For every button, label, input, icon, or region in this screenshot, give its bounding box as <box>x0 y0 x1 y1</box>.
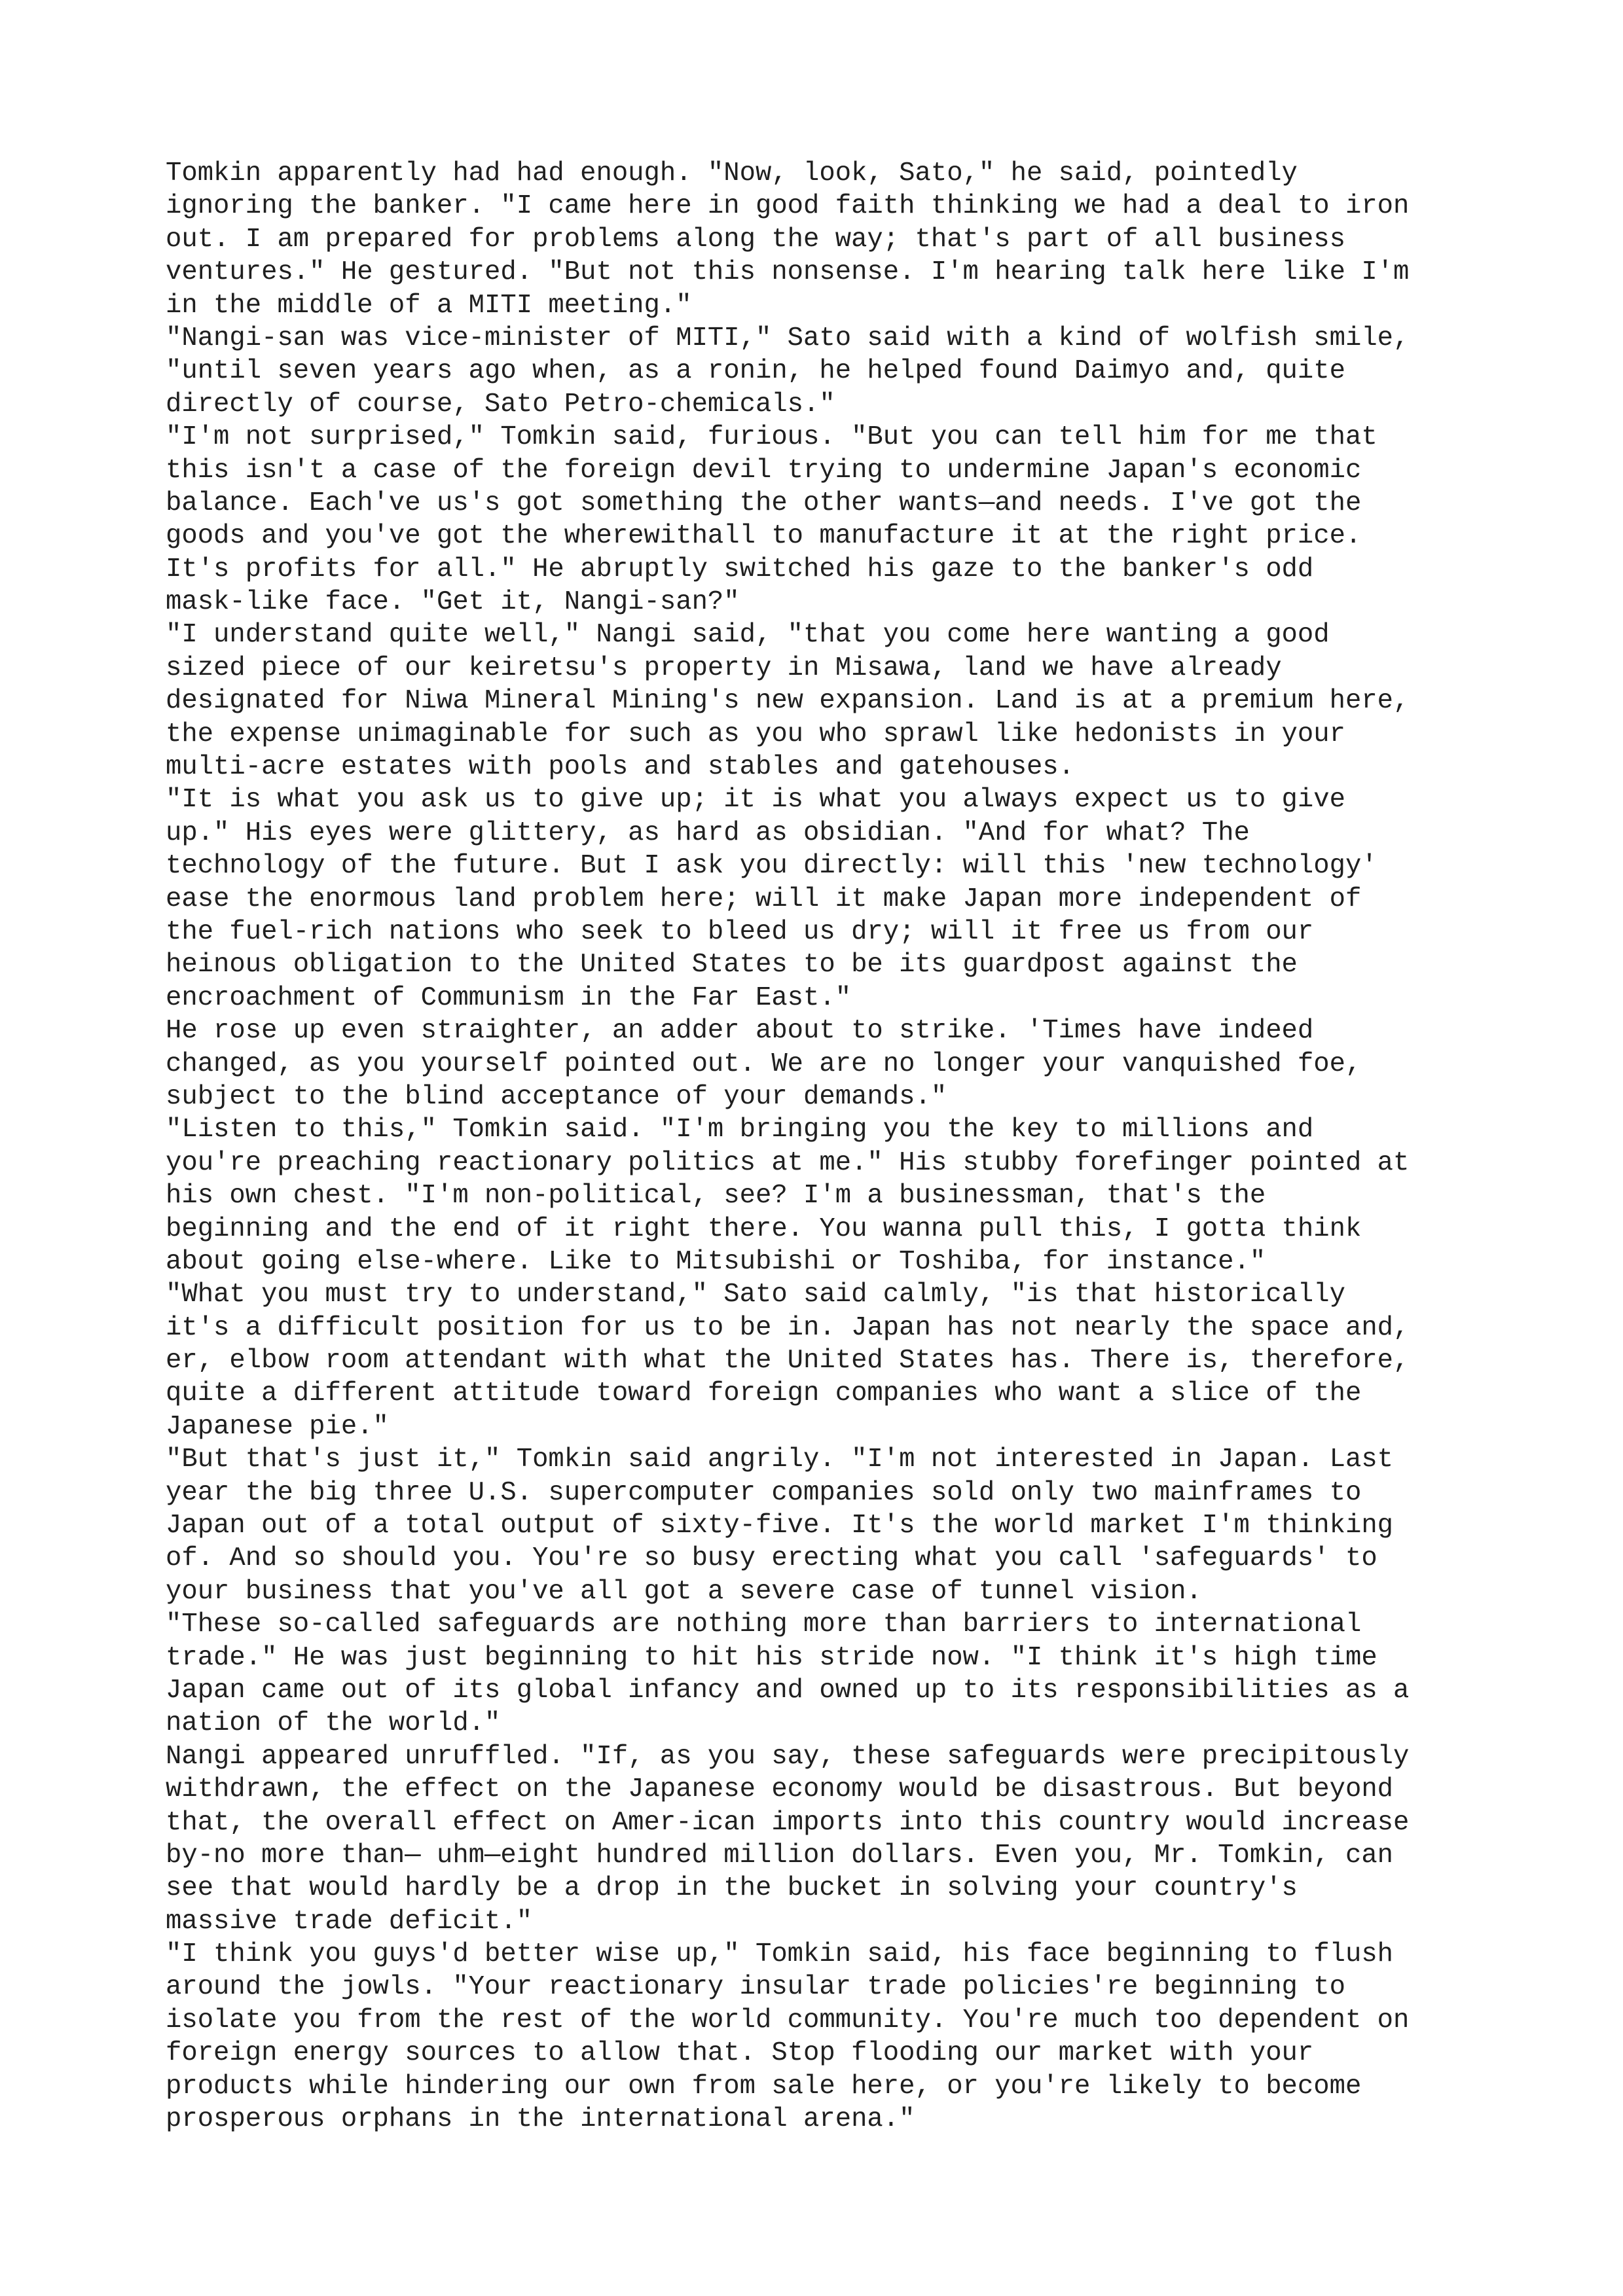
text-line: nation of the world." <box>166 1708 501 1739</box>
text-line: It's profits for all." He abruptly switched his gaze to the banker's odd <box>166 554 1314 584</box>
text-line: "But that's just it," Tomkin said angrily. "I'm not interested in Japan. Last <box>166 1444 1394 1475</box>
text-line: "It is what you ask us to give up; it is what you always expect us to give <box>166 785 1345 816</box>
text-line: quite a different attitude toward foreign companies who want a slice of the <box>166 1378 1362 1409</box>
text-line: about going else-where. Like to Mitsubishi or Toshiba, for instance." <box>166 1246 1266 1277</box>
text-line: by-no more than— uhm—eight hundred million dollars. Even you, Mr. Tomkin, can <box>166 1840 1394 1871</box>
text-line: his own chest. "I'm non-political, see? I'm a businessman, that's the <box>166 1181 1266 1211</box>
text-line: Japanese pie." <box>166 1411 389 1442</box>
text-line: encroachment of Communism in the Far East." <box>166 982 852 1013</box>
text-line: that, the overall effect on Amer-ican imports into this country would increase <box>166 1807 1410 1838</box>
text-line: designated for Niwa Mineral Mining's new expansion. Land is at a premium here, <box>166 686 1410 717</box>
text-line: ease the enormous land problem here; will it make Japan more independent of <box>166 884 1362 914</box>
text-line: "Listen to this," Tomkin said. "I'm bringing you the key to millions and <box>166 1115 1314 1145</box>
text-line: ignoring the banker. "I came here in good faith thinking we had a deal to iron <box>166 191 1410 222</box>
text-line: this isn't a case of the foreign devil trying to undermine Japan's economic <box>166 455 1362 486</box>
text-line: "These so-called safeguards are nothing more than barriers to international <box>166 1609 1362 1640</box>
text-line: Japan out of a total output of sixty-five. It's the world market I'm thinking <box>166 1511 1394 1541</box>
text-line: "What you must try to understand," Sato said calmly, "is that historically <box>166 1280 1345 1310</box>
text-line: of. And so should you. You're so busy erecting what you call 'safeguards' to <box>166 1543 1377 1574</box>
text-line: out. I am prepared for problems along the way; that's part of all business <box>166 224 1345 255</box>
text-line: up." His eyes were glittery, as hard as obsidian. "And for what? The <box>166 817 1250 848</box>
text-line: the expense unimaginable for such as you who sprawl like hedonists in your <box>166 719 1345 749</box>
text-line: the fuel-rich nations who seek to bleed us dry; will it free us from our <box>166 916 1314 947</box>
text-line: technology of the future. But I ask you directly: will this 'new technology' <box>166 851 1377 882</box>
text-line: you're preaching reactionary politics at me." His stubby forefinger pointed at <box>166 1147 1410 1178</box>
text-line: heinous obligation to the United States to be its guardpost against the <box>166 950 1298 980</box>
text-line: trade." He was just beginning to hit his stride now. "I think it's high time <box>166 1642 1377 1673</box>
text-line: products while hindering our own from sale here, or you're likely to become <box>166 2071 1362 2102</box>
text-line: Tomkin apparently had had enough. "Now, look, Sato," he said, pointedly <box>166 158 1298 188</box>
text-line: sized piece of our keiretsu's property in Misawa, land we have already <box>166 653 1282 683</box>
text-line: multi-acre estates with pools and stables and gatehouses. <box>166 752 1074 783</box>
text-line: prosperous orphans in the international arena." <box>166 2104 915 2135</box>
text-line: in the middle of a MITI meeting." <box>166 290 692 321</box>
text-line: it's a difficult position for us to be in. Japan has not nearly the space and, <box>166 1312 1410 1343</box>
text-line: see that would hardly be a drop in the bucket in solving your country's <box>166 1873 1298 1904</box>
body-text <box>166 157 1606 2136</box>
text-line: "Nangi-san was vice-minister of MITI," Sato said with a kind of wolfish smile, <box>166 323 1410 353</box>
text-line: "I think you guys'd better wise up," Tomkin said, his face beginning to flush <box>166 1939 1394 1970</box>
text-line: beginning and the end of it right there. You wanna pull this, I gotta think <box>166 1213 1362 1244</box>
text-line: Nangi appeared unruffled. "If, as you say, these safeguards were precipitously <box>166 1741 1410 1772</box>
text-line: foreign energy sources to allow that. Stop flooding our market with your <box>166 2038 1314 2069</box>
text-line: balance. Each've us's got something the other wants—and needs. I've got the <box>166 488 1362 518</box>
text-line: changed, as you yourself pointed out. We are no longer your vanquished foe, <box>166 1049 1362 1079</box>
text-line: Japan came out of its global infancy and owned up to its responsibilities as a <box>166 1675 1410 1706</box>
text-line: around the jowls. "Your reactionary insular trade policies're beginning to <box>166 1972 1345 2003</box>
text-line: your business that you've all got a severe case of tunnel vision. <box>166 1576 1202 1607</box>
text-line: "until seven years ago when, as a ronin, he helped found Daimyo and, quite <box>166 356 1345 387</box>
text-line: He rose up even straighter, an adder about to strike. 'Times have indeed <box>166 1016 1314 1047</box>
text-line: er, elbow room attendant with what the United States has. There is, therefore, <box>166 1346 1410 1376</box>
text-line: subject to the blind acceptance of your demands." <box>166 1081 947 1112</box>
text-line: "I'm not surprised," Tomkin said, furious. "But you can tell him for me that <box>166 422 1377 453</box>
text-line: isolate you from the rest of the world community. You're much too dependent on <box>166 2005 1410 2036</box>
text-line: directly of course, Sato Petro-chemicals." <box>166 389 835 420</box>
text-line: "I understand quite well," Nangi said, "that you come here wanting a good <box>166 620 1330 651</box>
text-line: year the big three U.S. supercomputer companies sold only two mainframes to <box>166 1477 1362 1508</box>
text-line: goods and you've got the wherewithall to manufacture it at the right price. <box>166 521 1362 552</box>
text-line: mask-like face. "Get it, Nangi-san?" <box>166 587 740 618</box>
text-line: ventures." He gestured. "But not this nonsense. I'm hearing talk here like I'm <box>166 257 1410 288</box>
text-line: massive trade deficit." <box>166 1906 533 1937</box>
text-line: withdrawn, the effect on the Japanese economy would be disastrous. But beyond <box>166 1774 1394 1805</box>
